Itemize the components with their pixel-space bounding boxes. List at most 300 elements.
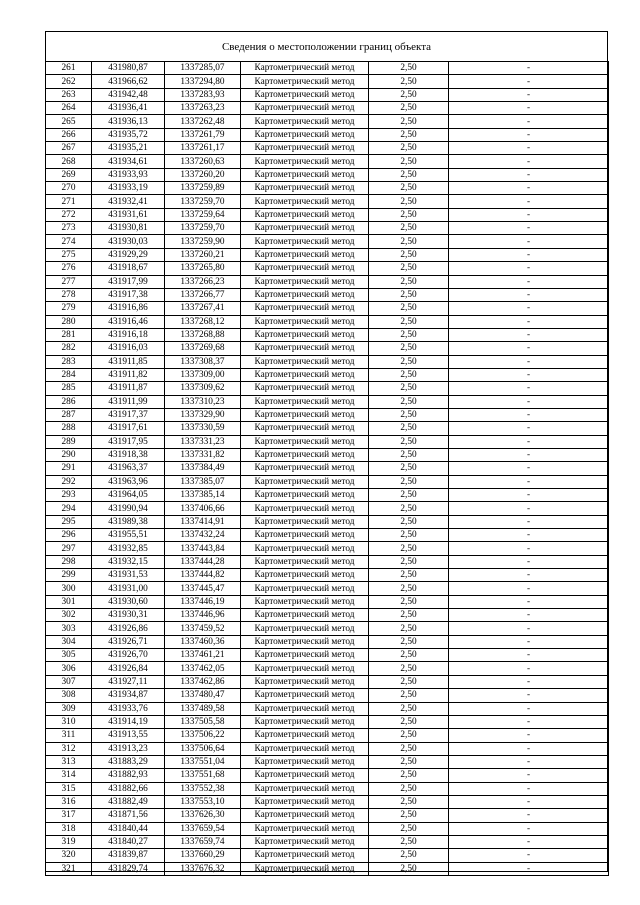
y-coordinate-cell: 1337446,96 bbox=[165, 609, 241, 622]
table-row bbox=[46, 355, 609, 368]
table-row bbox=[46, 795, 609, 808]
table-row bbox=[46, 475, 609, 488]
point-number-cell: 300 bbox=[46, 582, 92, 595]
y-coordinate-cell: 1337259,70 bbox=[165, 195, 241, 208]
method-cell: Картометрический метод bbox=[241, 355, 369, 368]
point-number-cell: 261 bbox=[46, 62, 92, 75]
method-cell: Картометрический метод bbox=[241, 302, 369, 315]
y-coordinate-cell: 1337462,05 bbox=[165, 662, 241, 675]
table-row bbox=[46, 715, 609, 728]
y-coordinate-cell: 1337259,70 bbox=[165, 222, 241, 235]
method-cell: Картометрический метод bbox=[241, 702, 369, 715]
x-coordinate-cell: 431932,15 bbox=[92, 555, 165, 568]
method-cell: Картометрический метод bbox=[241, 569, 369, 582]
description-cell: - bbox=[449, 328, 609, 341]
method-cell: Картометрический метод bbox=[241, 635, 369, 648]
accuracy-cell: 2,50 bbox=[369, 448, 449, 461]
accuracy-cell: 2,50 bbox=[369, 88, 449, 101]
method-cell: Картометрический метод bbox=[241, 689, 369, 702]
point-number-cell: 309 bbox=[46, 702, 92, 715]
x-coordinate-cell: 431911,87 bbox=[92, 382, 165, 395]
point-number-cell: 280 bbox=[46, 315, 92, 328]
point-number-cell: 321 bbox=[46, 862, 92, 875]
point-number-cell: 299 bbox=[46, 569, 92, 582]
accuracy-cell: 2,50 bbox=[369, 462, 449, 475]
table-row bbox=[46, 142, 609, 155]
y-coordinate-cell: 1337385,14 bbox=[165, 489, 241, 502]
table-row bbox=[46, 208, 609, 221]
description-cell: - bbox=[449, 542, 609, 555]
document-frame bbox=[45, 31, 608, 872]
table-row bbox=[46, 182, 609, 195]
x-coordinate-cell: 431942,48 bbox=[92, 88, 165, 101]
description-cell: - bbox=[449, 128, 609, 141]
description-cell: - bbox=[449, 195, 609, 208]
y-coordinate-cell: 1337432,24 bbox=[165, 529, 241, 542]
y-coordinate-cell: 1337283,93 bbox=[165, 88, 241, 101]
x-coordinate-cell: 431926,84 bbox=[92, 662, 165, 675]
accuracy-cell: 2,50 bbox=[369, 195, 449, 208]
x-coordinate-cell: 431935,21 bbox=[92, 142, 165, 155]
table-row bbox=[46, 155, 609, 168]
accuracy-cell: 2,50 bbox=[369, 649, 449, 662]
accuracy-cell: 2,50 bbox=[369, 622, 449, 635]
accuracy-cell: 2,50 bbox=[369, 809, 449, 822]
method-cell: Картометрический метод bbox=[241, 208, 369, 221]
method-cell: Картометрический метод bbox=[241, 115, 369, 128]
accuracy-cell: 2,50 bbox=[369, 275, 449, 288]
table-row bbox=[46, 368, 609, 381]
point-number-cell: 265 bbox=[46, 115, 92, 128]
description-cell: - bbox=[449, 702, 609, 715]
point-number-cell: 308 bbox=[46, 689, 92, 702]
point-number-cell: 282 bbox=[46, 342, 92, 355]
description-cell: - bbox=[449, 342, 609, 355]
method-cell: Картометрический метод bbox=[241, 475, 369, 488]
x-coordinate-cell: 431918,67 bbox=[92, 262, 165, 275]
x-coordinate-cell: 431963,37 bbox=[92, 462, 165, 475]
point-number-cell: 291 bbox=[46, 462, 92, 475]
point-number-cell: 276 bbox=[46, 262, 92, 275]
y-coordinate-cell: 1337294,80 bbox=[165, 75, 241, 88]
table-row bbox=[46, 195, 609, 208]
method-cell: Картометрический метод bbox=[241, 128, 369, 141]
y-coordinate-cell: 1337331,82 bbox=[165, 448, 241, 461]
accuracy-cell: 2,50 bbox=[369, 515, 449, 528]
point-number-cell: 298 bbox=[46, 555, 92, 568]
method-cell: Картометрический метод bbox=[241, 155, 369, 168]
point-number-cell: 281 bbox=[46, 328, 92, 341]
method-cell: Картометрический метод bbox=[241, 742, 369, 755]
x-coordinate-cell: 431911,85 bbox=[92, 355, 165, 368]
accuracy-cell: 2,50 bbox=[369, 382, 449, 395]
y-coordinate-cell: 1337480,47 bbox=[165, 689, 241, 702]
table-row bbox=[46, 235, 609, 248]
accuracy-cell: 2,50 bbox=[369, 502, 449, 515]
point-number-cell: 273 bbox=[46, 222, 92, 235]
accuracy-cell: 2,50 bbox=[369, 529, 449, 542]
table-row bbox=[46, 115, 609, 128]
point-number-cell: 270 bbox=[46, 182, 92, 195]
method-cell: Картометрический метод bbox=[241, 542, 369, 555]
method-cell: Картометрический метод bbox=[241, 195, 369, 208]
accuracy-cell: 2,50 bbox=[369, 782, 449, 795]
method-cell: Картометрический метод bbox=[241, 555, 369, 568]
point-number-cell: 317 bbox=[46, 809, 92, 822]
y-coordinate-cell: 1337309,62 bbox=[165, 382, 241, 395]
description-cell: - bbox=[449, 168, 609, 181]
accuracy-cell: 2,50 bbox=[369, 262, 449, 275]
x-coordinate-cell: 431913,55 bbox=[92, 729, 165, 742]
description-cell: - bbox=[449, 782, 609, 795]
accuracy-cell: 2,50 bbox=[369, 155, 449, 168]
y-coordinate-cell: 1337460,36 bbox=[165, 635, 241, 648]
x-coordinate-cell: 431936,13 bbox=[92, 115, 165, 128]
y-coordinate-cell: 1337259,64 bbox=[165, 208, 241, 221]
x-coordinate-cell: 431917,99 bbox=[92, 275, 165, 288]
y-coordinate-cell: 1337261,79 bbox=[165, 128, 241, 141]
y-coordinate-cell: 1337308,37 bbox=[165, 355, 241, 368]
table-row bbox=[46, 328, 609, 341]
table-row bbox=[46, 529, 609, 542]
description-cell: - bbox=[449, 849, 609, 862]
y-coordinate-cell: 1337260,21 bbox=[165, 248, 241, 261]
method-cell: Картометрический метод bbox=[241, 235, 369, 248]
accuracy-cell: 2,50 bbox=[369, 862, 449, 875]
x-coordinate-cell: 431966,62 bbox=[92, 75, 165, 88]
description-cell: - bbox=[449, 489, 609, 502]
accuracy-cell: 2,50 bbox=[369, 182, 449, 195]
method-cell: Картометрический метод bbox=[241, 582, 369, 595]
x-coordinate-cell: 431916,03 bbox=[92, 342, 165, 355]
method-cell: Картометрический метод bbox=[241, 675, 369, 688]
description-cell: - bbox=[449, 75, 609, 88]
x-coordinate-cell: 431955,51 bbox=[92, 529, 165, 542]
description-cell: - bbox=[449, 448, 609, 461]
description-cell: - bbox=[449, 515, 609, 528]
point-number-cell: 284 bbox=[46, 368, 92, 381]
accuracy-cell: 2,50 bbox=[369, 555, 449, 568]
description-cell: - bbox=[449, 609, 609, 622]
method-cell: Картометрический метод bbox=[241, 489, 369, 502]
description-cell: - bbox=[449, 302, 609, 315]
description-cell: - bbox=[449, 275, 609, 288]
accuracy-cell: 2,50 bbox=[369, 128, 449, 141]
x-coordinate-cell: 431932,85 bbox=[92, 542, 165, 555]
accuracy-cell: 2,50 bbox=[369, 168, 449, 181]
table-row bbox=[46, 288, 609, 301]
point-number-cell: 316 bbox=[46, 795, 92, 808]
accuracy-cell: 2,50 bbox=[369, 715, 449, 728]
table-row bbox=[46, 595, 609, 608]
method-cell: Картометрический метод bbox=[241, 849, 369, 862]
y-coordinate-cell: 1337385,07 bbox=[165, 475, 241, 488]
table-row bbox=[46, 102, 609, 115]
point-number-cell: 320 bbox=[46, 849, 92, 862]
method-cell: Картометрический метод bbox=[241, 102, 369, 115]
x-coordinate-cell: 431930,60 bbox=[92, 595, 165, 608]
method-cell: Картометрический метод bbox=[241, 262, 369, 275]
point-number-cell: 274 bbox=[46, 235, 92, 248]
x-coordinate-cell: 431931,61 bbox=[92, 208, 165, 221]
y-coordinate-cell: 1337310,23 bbox=[165, 395, 241, 408]
method-cell: Картометрический метод bbox=[241, 609, 369, 622]
table-row bbox=[46, 302, 609, 315]
point-number-cell: 266 bbox=[46, 128, 92, 141]
y-coordinate-cell: 1337414,91 bbox=[165, 515, 241, 528]
table-row bbox=[46, 395, 609, 408]
y-coordinate-cell: 1337462,86 bbox=[165, 675, 241, 688]
point-number-cell: 287 bbox=[46, 408, 92, 421]
accuracy-cell: 2,50 bbox=[369, 408, 449, 421]
table-row bbox=[46, 489, 609, 502]
method-cell: Картометрический метод bbox=[241, 368, 369, 381]
x-coordinate-cell: 431926,70 bbox=[92, 649, 165, 662]
description-cell: - bbox=[449, 729, 609, 742]
x-coordinate-cell: 431917,37 bbox=[92, 408, 165, 421]
description-cell: - bbox=[449, 62, 609, 75]
table-row bbox=[46, 462, 609, 475]
point-number-cell: 283 bbox=[46, 355, 92, 368]
description-cell: - bbox=[449, 422, 609, 435]
accuracy-cell: 2,50 bbox=[369, 702, 449, 715]
method-cell: Картометрический метод bbox=[241, 422, 369, 435]
x-coordinate-cell: 431929,29 bbox=[92, 248, 165, 261]
accuracy-cell: 2,50 bbox=[369, 849, 449, 862]
y-coordinate-cell: 1337260,63 bbox=[165, 155, 241, 168]
x-coordinate-cell: 431930,03 bbox=[92, 235, 165, 248]
description-cell: - bbox=[449, 182, 609, 195]
accuracy-cell: 2,50 bbox=[369, 355, 449, 368]
point-number-cell: 290 bbox=[46, 448, 92, 461]
y-coordinate-cell: 1337659,54 bbox=[165, 822, 241, 835]
method-cell: Картометрический метод bbox=[241, 222, 369, 235]
description-cell: - bbox=[449, 555, 609, 568]
x-coordinate-cell: 431882,66 bbox=[92, 782, 165, 795]
description-cell: - bbox=[449, 235, 609, 248]
y-coordinate-cell: 1337309,00 bbox=[165, 368, 241, 381]
y-coordinate-cell: 1337265,80 bbox=[165, 262, 241, 275]
accuracy-cell: 2,50 bbox=[369, 435, 449, 448]
x-coordinate-cell: 431926,86 bbox=[92, 622, 165, 635]
description-cell: - bbox=[449, 715, 609, 728]
point-number-cell: 301 bbox=[46, 595, 92, 608]
description-cell: - bbox=[449, 262, 609, 275]
x-coordinate-cell: 431963,96 bbox=[92, 475, 165, 488]
y-coordinate-cell: 1337506,22 bbox=[165, 729, 241, 742]
x-coordinate-cell: 431882,93 bbox=[92, 769, 165, 782]
point-number-cell: 286 bbox=[46, 395, 92, 408]
description-cell: - bbox=[449, 795, 609, 808]
description-cell: - bbox=[449, 408, 609, 421]
point-number-cell: 303 bbox=[46, 622, 92, 635]
accuracy-cell: 2,50 bbox=[369, 822, 449, 835]
table-row bbox=[46, 422, 609, 435]
table-row bbox=[46, 408, 609, 421]
method-cell: Картометрический метод bbox=[241, 435, 369, 448]
description-cell: - bbox=[449, 755, 609, 768]
method-cell: Картометрический метод bbox=[241, 75, 369, 88]
description-cell: - bbox=[449, 662, 609, 675]
x-coordinate-cell: 431934,87 bbox=[92, 689, 165, 702]
description-cell: - bbox=[449, 315, 609, 328]
table-row bbox=[46, 822, 609, 835]
x-coordinate-cell: 431917,38 bbox=[92, 288, 165, 301]
accuracy-cell: 2,50 bbox=[369, 328, 449, 341]
y-coordinate-cell: 1337626,30 bbox=[165, 809, 241, 822]
accuracy-cell: 2,50 bbox=[369, 675, 449, 688]
description-cell: - bbox=[449, 649, 609, 662]
x-coordinate-cell: 431933,76 bbox=[92, 702, 165, 715]
x-coordinate-cell: 431930,81 bbox=[92, 222, 165, 235]
method-cell: Картометрический метод bbox=[241, 62, 369, 75]
description-cell: - bbox=[449, 208, 609, 221]
table-row bbox=[46, 248, 609, 261]
point-number-cell: 307 bbox=[46, 675, 92, 688]
table-row bbox=[46, 862, 609, 875]
x-coordinate-cell: 431840,44 bbox=[92, 822, 165, 835]
point-number-cell: 311 bbox=[46, 729, 92, 742]
table-row bbox=[46, 755, 609, 768]
table-row bbox=[46, 168, 609, 181]
table-row bbox=[46, 742, 609, 755]
point-number-cell: 275 bbox=[46, 248, 92, 261]
accuracy-cell: 2,50 bbox=[369, 582, 449, 595]
description-cell: - bbox=[449, 675, 609, 688]
table-row bbox=[46, 275, 609, 288]
x-coordinate-cell: 431990,94 bbox=[92, 502, 165, 515]
y-coordinate-cell: 1337553,10 bbox=[165, 795, 241, 808]
accuracy-cell: 2,50 bbox=[369, 62, 449, 75]
description-cell: - bbox=[449, 635, 609, 648]
point-number-cell: 314 bbox=[46, 769, 92, 782]
method-cell: Картометрический метод bbox=[241, 755, 369, 768]
method-cell: Картометрический метод bbox=[241, 529, 369, 542]
accuracy-cell: 2,50 bbox=[369, 315, 449, 328]
description-cell: - bbox=[449, 689, 609, 702]
x-coordinate-cell: 431930,31 bbox=[92, 609, 165, 622]
description-cell: - bbox=[449, 582, 609, 595]
table-row bbox=[46, 729, 609, 742]
x-coordinate-cell: 431913,23 bbox=[92, 742, 165, 755]
description-cell: - bbox=[449, 435, 609, 448]
y-coordinate-cell: 1337505,58 bbox=[165, 715, 241, 728]
y-coordinate-cell: 1337261,17 bbox=[165, 142, 241, 155]
y-coordinate-cell: 1337551,04 bbox=[165, 755, 241, 768]
x-coordinate-cell: 431916,86 bbox=[92, 302, 165, 315]
y-coordinate-cell: 1337266,77 bbox=[165, 288, 241, 301]
table-row bbox=[46, 662, 609, 675]
y-coordinate-cell: 1337269,68 bbox=[165, 342, 241, 355]
accuracy-cell: 2,50 bbox=[369, 395, 449, 408]
table-row bbox=[46, 555, 609, 568]
x-coordinate-cell: 431931,00 bbox=[92, 582, 165, 595]
y-coordinate-cell: 1337259,90 bbox=[165, 235, 241, 248]
y-coordinate-cell: 1337331,23 bbox=[165, 435, 241, 448]
point-number-cell: 272 bbox=[46, 208, 92, 221]
point-number-cell: 305 bbox=[46, 649, 92, 662]
x-coordinate-cell: 431934,61 bbox=[92, 155, 165, 168]
x-coordinate-cell: 431989,38 bbox=[92, 515, 165, 528]
description-cell: - bbox=[449, 102, 609, 115]
description-cell: - bbox=[449, 595, 609, 608]
y-coordinate-cell: 1337444,28 bbox=[165, 555, 241, 568]
description-cell: - bbox=[449, 529, 609, 542]
point-number-cell: 262 bbox=[46, 75, 92, 88]
description-cell: - bbox=[449, 382, 609, 395]
method-cell: Картометрический метод bbox=[241, 328, 369, 341]
point-number-cell: 296 bbox=[46, 529, 92, 542]
point-number-cell: 293 bbox=[46, 489, 92, 502]
y-coordinate-cell: 1337406,66 bbox=[165, 502, 241, 515]
table-row bbox=[46, 222, 609, 235]
method-cell: Картометрический метод bbox=[241, 248, 369, 261]
x-coordinate-cell: 431927,11 bbox=[92, 675, 165, 688]
method-cell: Картометрический метод bbox=[241, 729, 369, 742]
x-coordinate-cell: 431911,99 bbox=[92, 395, 165, 408]
accuracy-cell: 2,50 bbox=[369, 222, 449, 235]
point-number-cell: 268 bbox=[46, 155, 92, 168]
x-coordinate-cell: 431933,93 bbox=[92, 168, 165, 181]
description-cell: - bbox=[449, 502, 609, 515]
table-row bbox=[46, 542, 609, 555]
description-cell: - bbox=[449, 475, 609, 488]
table-row bbox=[46, 622, 609, 635]
y-coordinate-cell: 1337266,23 bbox=[165, 275, 241, 288]
accuracy-cell: 2,50 bbox=[369, 795, 449, 808]
point-number-cell: 312 bbox=[46, 742, 92, 755]
method-cell: Картометрический метод bbox=[241, 88, 369, 101]
y-coordinate-cell: 1337260,20 bbox=[165, 168, 241, 181]
y-coordinate-cell: 1337262,48 bbox=[165, 115, 241, 128]
point-number-cell: 302 bbox=[46, 609, 92, 622]
point-number-cell: 319 bbox=[46, 835, 92, 848]
y-coordinate-cell: 1337489,58 bbox=[165, 702, 241, 715]
description-cell: - bbox=[449, 248, 609, 261]
x-coordinate-cell: 431840,27 bbox=[92, 835, 165, 848]
method-cell: Картометрический метод bbox=[241, 595, 369, 608]
point-number-cell: 294 bbox=[46, 502, 92, 515]
accuracy-cell: 2,50 bbox=[369, 729, 449, 742]
table-row bbox=[46, 609, 609, 622]
method-cell: Картометрический метод bbox=[241, 142, 369, 155]
y-coordinate-cell: 1337659,74 bbox=[165, 835, 241, 848]
table-row bbox=[46, 88, 609, 101]
x-coordinate-cell: 431917,61 bbox=[92, 422, 165, 435]
table-row bbox=[46, 448, 609, 461]
accuracy-cell: 2,50 bbox=[369, 422, 449, 435]
description-cell: - bbox=[449, 622, 609, 635]
method-cell: Картометрический метод bbox=[241, 622, 369, 635]
accuracy-cell: 2,50 bbox=[369, 208, 449, 221]
point-number-cell: 263 bbox=[46, 88, 92, 101]
table-row bbox=[46, 75, 609, 88]
table-row bbox=[46, 835, 609, 848]
y-coordinate-cell: 1337330,59 bbox=[165, 422, 241, 435]
x-coordinate-cell: 431911,82 bbox=[92, 368, 165, 381]
accuracy-cell: 2,50 bbox=[369, 569, 449, 582]
description-cell: - bbox=[449, 288, 609, 301]
accuracy-cell: 2,50 bbox=[369, 635, 449, 648]
table-row bbox=[46, 702, 609, 715]
point-number-cell: 271 bbox=[46, 195, 92, 208]
accuracy-cell: 2,50 bbox=[369, 595, 449, 608]
description-cell: - bbox=[449, 88, 609, 101]
y-coordinate-cell: 1337551,68 bbox=[165, 769, 241, 782]
y-coordinate-cell: 1337446,19 bbox=[165, 595, 241, 608]
method-cell: Картометрический метод bbox=[241, 288, 369, 301]
method-cell: Картометрический метод bbox=[241, 502, 369, 515]
